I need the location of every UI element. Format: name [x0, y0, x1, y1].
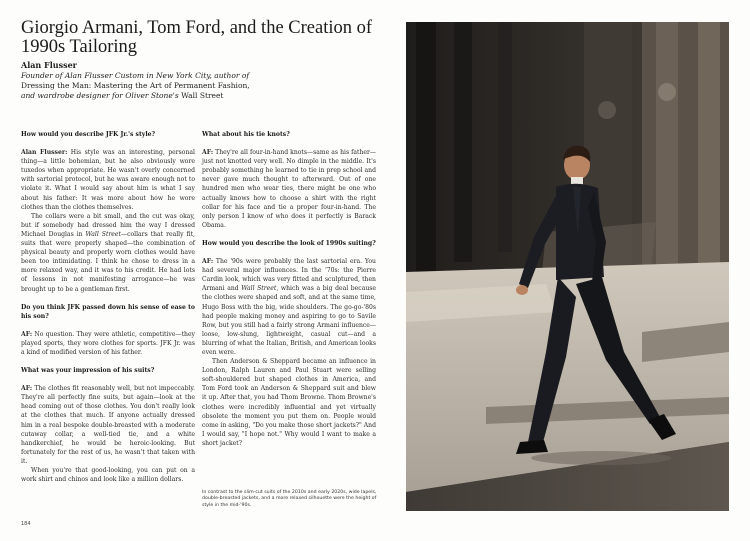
- film-title: Wall Street: [241, 285, 277, 293]
- answer-lead: AF:: [21, 385, 33, 393]
- left-hand: [516, 285, 528, 295]
- author-bio-film: Wall Street: [181, 91, 224, 100]
- question-1990s-suiting: How would you describe the look of 1990s suiting?: [202, 239, 376, 247]
- author-bio-line-3: and wardrobe designer for Oliver Stone's: [21, 91, 179, 100]
- answer-lead: AF:: [21, 330, 33, 338]
- article-title: Giorgio Armani, Tom Ford, and the Creation of 1990s Tailoring: [21, 18, 373, 57]
- author-bio-book-title: Dressing the Man: Mastering the Art of Permanent Fashion,: [21, 81, 250, 90]
- answer-lead: AF:: [202, 258, 214, 266]
- question-style: How would you describe JFK Jr.'s style?: [21, 131, 156, 138]
- answer-text: —collars that really fit, suits that were properly shaped—the combination of physical beauty and properly worn clothes would have been too intimidating. I think he chose to dress in a more relaxed way, and it was to his credit. He had lots of lessons in not manifesting arrogance—he was brought up to be a gentleman first.: [21, 230, 195, 293]
- photo-man-walking: [406, 22, 729, 511]
- author-block: [21, 60, 351, 101]
- answer-text: No question. They were athletic, competitive—they played sports, they wore clothes for sports. JFK Jr. was a kind of modified version of his father.: [21, 330, 195, 356]
- answer-ease: [21, 330, 195, 357]
- pilaster: [498, 22, 512, 252]
- question-ease: Do you think JFK passed down his sense of ease to his son?: [21, 303, 195, 320]
- cast-shadow: [531, 451, 671, 465]
- answer-1990s-suiting-continued: Then Anderson & Sheppard became an influence in London, Ralph Lauren and Paul Stuart were selling soft-shouldered but shaped clothes in America, and Tom Ford took an Anderson & Sheppard suit and blew it up. After that, you had Thom Browne. Thom Browne's clothes were incredibly influential and yet virtually obsolete the moment you put them on. People would come in asking, "Do you make those short jackets?" And I would say, "I hope not." Why would I want to make a short jacket?: [202, 358, 377, 447]
- ornament: [598, 101, 616, 119]
- film-title: Wall Street: [85, 230, 121, 238]
- question-tie-knots: What about his tie knots?: [202, 131, 290, 138]
- question-suits: What was your impression of his suits?: [21, 367, 155, 375]
- pilaster: [416, 22, 436, 272]
- text-column-right: [202, 130, 376, 457]
- answer-text: The clothes fit reasonably well, but not impeccably. They're all perfectly fine suits, but again—look at the head coming out of those clothes. You don't really look at the clothes that much. If anyone actually dressed him in a real bespoke double-breasted with a moderate cutaway collar, a well-tied tie, and a white handkerchief, he would be heroic-looking. But fortunately for the rest of us, he wasn't that taken with it.: [21, 385, 195, 465]
- answer-suits: [21, 384, 195, 466]
- photo-illustration: [406, 22, 729, 511]
- page-number: 184: [21, 521, 31, 527]
- answer-text: , which was a big deal because the clothes were shaped and soft, and at the same time, Hugo Boss with the big, wide shoulders. The go-go-'80s had people making money and aspiring to go to Savile Row, but you still had a fairly strong Armani influence—loose, low-slung, lightweight, casual cut—and a blurring of what the Italian, British, and American looks even were.: [202, 285, 376, 356]
- answer-style-continued: [21, 212, 195, 294]
- answer-lead: AF:: [202, 149, 214, 157]
- text-column-left: [21, 130, 195, 493]
- answer-text: The collars were a bit small, and the cut was okay, but if somebody had dressed him the way I dressed Michael Douglas in: [21, 212, 195, 238]
- answer-style: [21, 148, 195, 212]
- answer-text: They're all four-in-hand knots—same as his father—just not knotted very well. No dimple in the middle. It's probably something he learned to tie in prep school and never gave much thought to afterward. Out of one hundred men who wear ties, there might be one who actually knows how to choose a shirt with the right collar for his face and tie a proper four-in-hand. The only person I know of who does it perfectly is Barack Obama.: [202, 149, 376, 229]
- answer-text: His style was an interesting, personal thing—a little bohemian, but he also obviously wore tuxedos when appropriate. He wasn't overly concerned with sartorial protocol, but he was aware enough not to violate it. What I would say about him is what I say about his father: It was more about how he wore clothes than the clothes themselves.: [21, 149, 195, 211]
- answer-lead: Alan Flusser:: [21, 149, 68, 157]
- author-bio-line-1: Founder of Alan Flusser Custom in New York City, author of: [21, 71, 250, 80]
- author-name: Alan Flusser: [21, 60, 77, 70]
- answer-suits-continued: When you're that good-looking, you can put on a work shirt and chinos and look like a million dollars.: [21, 467, 195, 484]
- photo-caption: In contrast to the slim-cut suits of the 2010s and early 2020s, wide lapels, double-breasted jackets, and a more relaxed silhouette were the height of style in the mid-'90s.: [202, 490, 377, 508]
- ornament: [658, 83, 676, 101]
- answer-text: The '90s were probably the last sartorial era. You had several major influences. In the '70s: the Pierre Cardin look, which was very fitted and sculptured, then Armani and: [202, 258, 376, 293]
- answer-1990s-suiting: [202, 257, 376, 357]
- left-shoe: [516, 440, 548, 454]
- pilaster: [454, 22, 472, 262]
- answer-tie-knots: [202, 148, 376, 230]
